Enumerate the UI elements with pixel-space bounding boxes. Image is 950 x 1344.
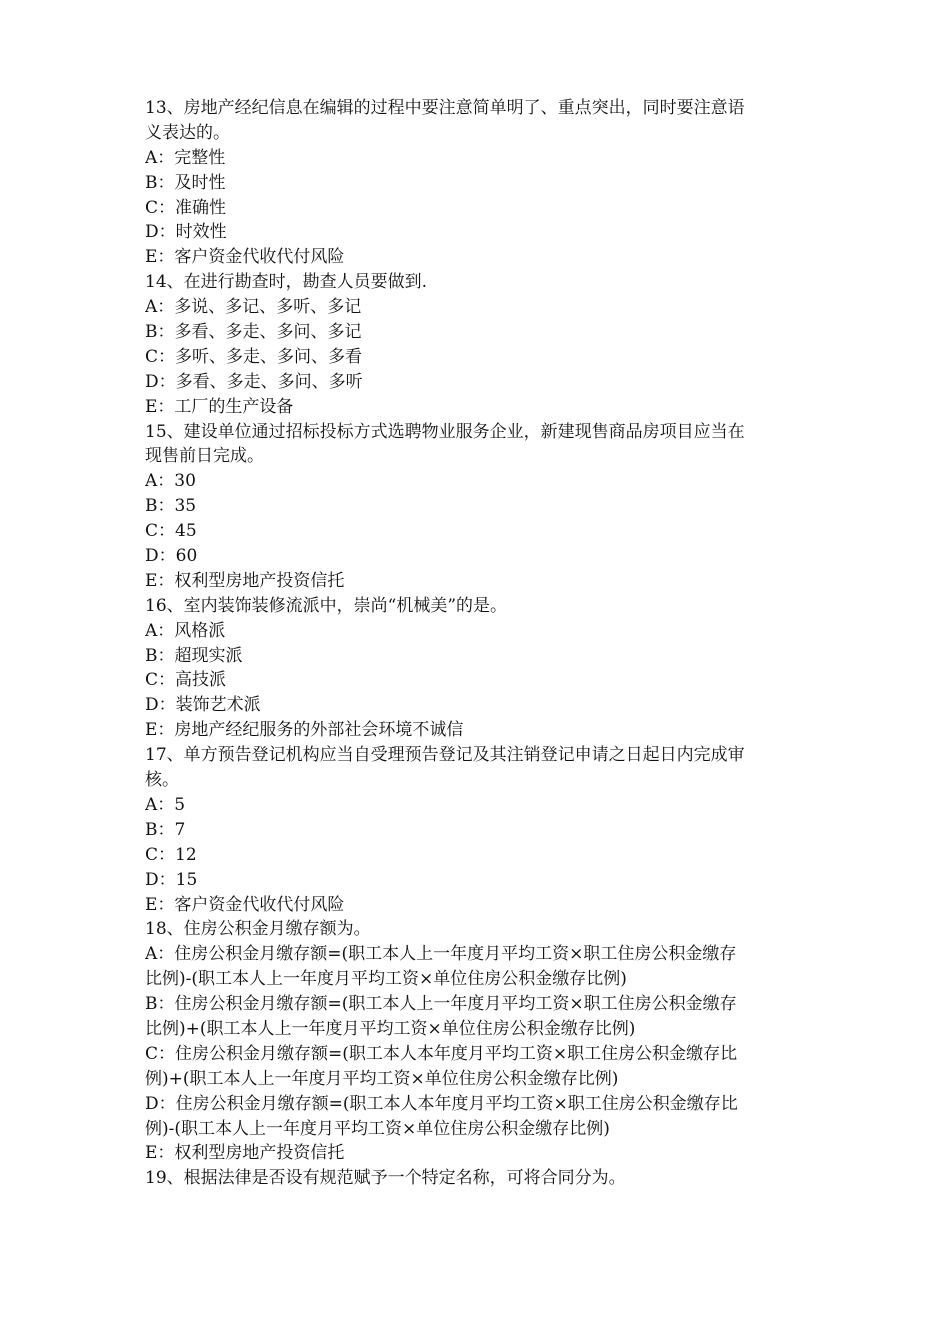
q18-option-c-line-2: 例)+(职工本人上一年度月平均工资×单位住房公积金缴存比例) [145,1068,619,1089]
q16-option-b: B：超现实派 [145,645,243,666]
q17-option-a: A：5 [145,794,186,815]
q16-option-a: A：风格派 [145,620,226,641]
q15-option-d: D：60 [145,546,198,567]
q18-option-c-line-1: C：住房公积金月缴存额=(职工本人本年度月平均工资×职工住房公积金缴存比 [145,1043,738,1064]
q16-option-d: D：装饰艺术派 [145,695,261,716]
q15-option-c: C：45 [145,521,197,542]
q16-option-e: E：房地产经纪服务的外部社会环境不诚信 [145,720,464,741]
q16-stem: 16、室内装饰装修流派中，崇尚“机械美”的是。 [145,595,508,616]
q17-option-e: E：客户资金代收代付风险 [145,894,345,915]
q15-option-e: E：权利型房地产投资信托 [145,570,345,591]
q13-option-d: D：时效性 [145,222,227,243]
q17-stem-line-2: 核。 [145,770,179,791]
q14-option-d: D：多看、多走、多问、多听 [145,371,363,392]
q18-stem: 18、住房公积金月缴存额为。 [145,919,371,940]
q18-option-e: E：权利型房地产投资信托 [145,1143,345,1164]
q17-option-b: B：7 [145,819,186,840]
q13-option-c: C：准确性 [145,197,227,218]
document-body [145,96,810,1191]
q18-option-d-line-1: D：住房公积金月缴存额=(职工本人本年度月平均工资×职工住房公积金缴存比 [145,1093,738,1114]
q18-option-a-line-2: 比例)-(职工本人上一年度月平均工资×单位住房公积金缴存比例) [145,969,627,990]
q14-option-a: A：多说、多记、多听、多记 [145,297,362,318]
q17-stem-line-1: 17、单方预告登记机构应当自受理预告登记及其注销登记申请之日起日内完成审 [145,745,745,766]
q17-option-c: C：12 [145,844,197,865]
q14-option-c: C：多听、多走、多问、多看 [145,346,363,367]
q14-option-b: B：多看、多走、多问、多记 [145,322,362,343]
q14-option-e: E：工厂的生产设备 [145,396,294,417]
q15-option-b: B：35 [145,496,197,517]
q18-option-b-line-2: 比例)+(职工本人上一年度月平均工资×单位住房公积金缴存比例) [145,1018,636,1039]
q17-option-d: D：15 [145,869,198,890]
q13-stem-line-1: 13、房地产经纪信息在编辑的过程中要注意简单明了、重点突出，同时要注意语 [145,98,745,118]
q13-option-b: B：及时性 [145,172,226,193]
q18-option-d-line-2: 例)-(职工本人上一年度月平均工资×单位住房公积金缴存比例) [145,1118,610,1139]
q15-stem-line-1: 15、建设单位通过招标投标方式选聘物业服务企业，新建现售商品房项目应当在 [145,421,745,442]
q13-stem-line-2: 义表达的。 [145,122,230,143]
q13-option-e: E：客户资金代收代付风险 [145,247,345,268]
q13-option-a: A：完整性 [145,147,226,168]
q15-option-a: A：30 [145,471,196,492]
q16-option-c: C：高技派 [145,670,227,691]
q15-stem-line-2: 现售前日完成。 [145,446,264,467]
q18-option-b-line-1: B：住房公积金月缴存额=(职工本人上一年度月平均工资×职工住房公积金缴存 [145,994,737,1015]
q14-stem: 14、在进行勘查时，勘查人员要做到. [145,272,428,293]
q18-option-a-line-1: A：住房公积金月缴存额=(职工本人上一年度月平均工资×职工住房公积金缴存 [145,944,737,965]
q19-stem: 19、根据法律是否设有规范赋予一个特定名称，可将合同分为。 [145,1168,626,1189]
